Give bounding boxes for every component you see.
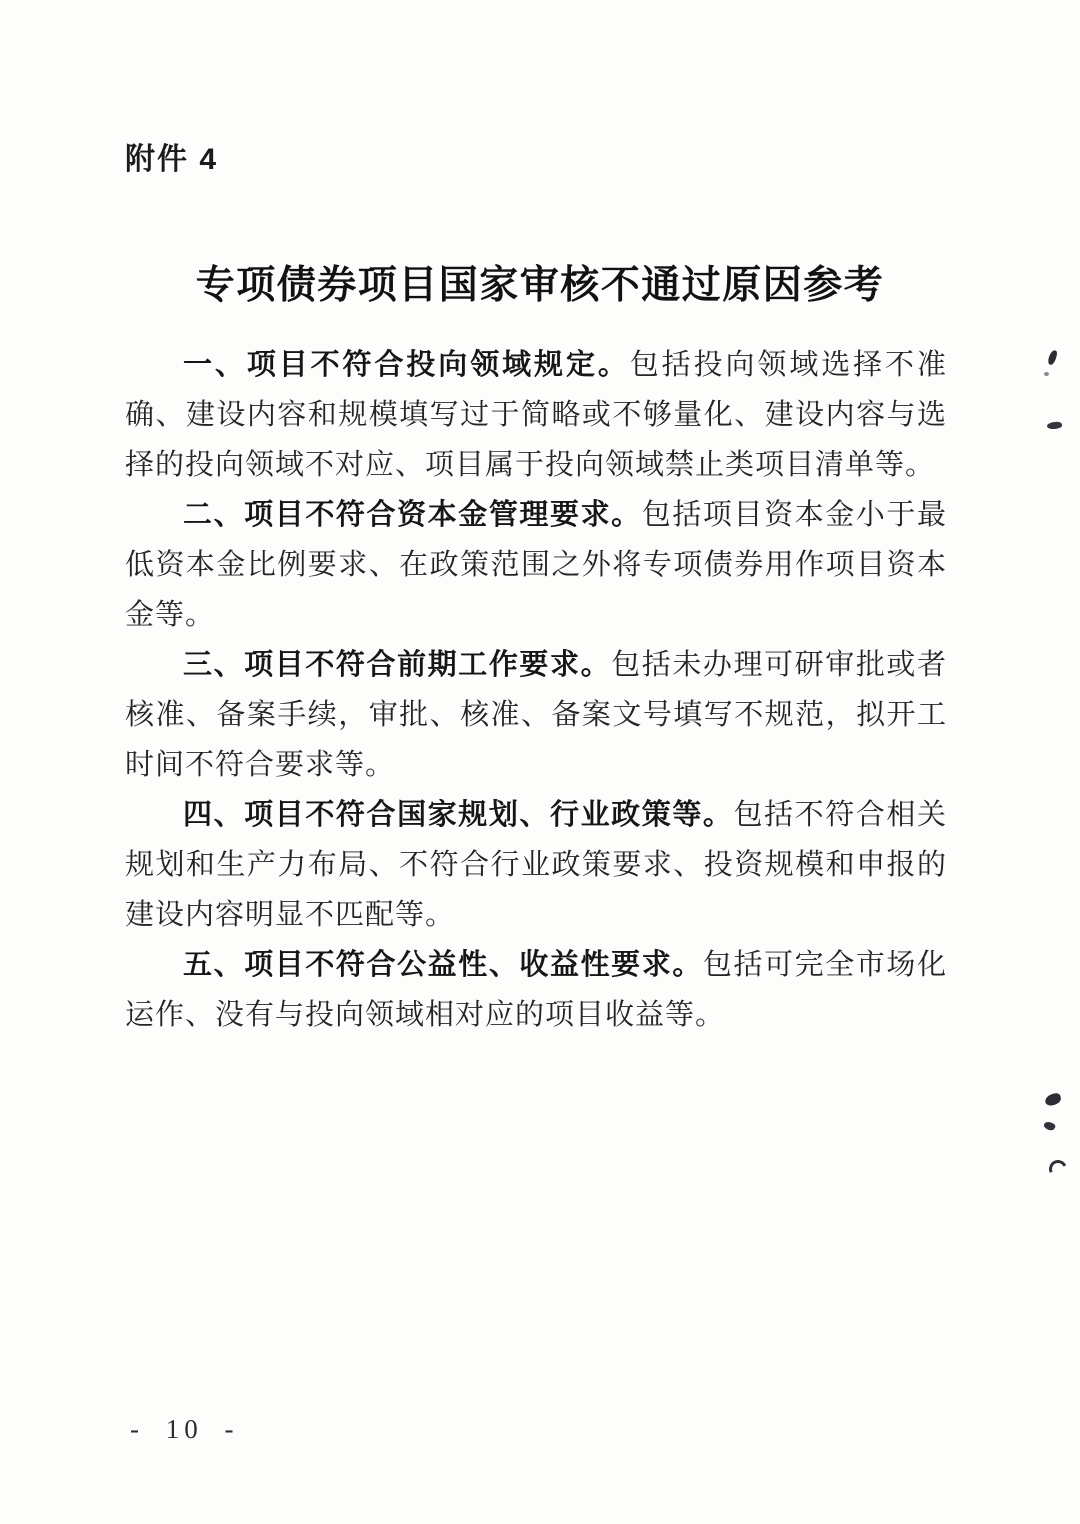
- paragraph-1-body: 包括投向领域选择不准确、建设内容和规模填写过于简略或不够量化、建设内容与选择的投向领域不对应、项目属于投向领域禁止类项目清单等。: [125, 349, 947, 481]
- page-number: - 10 -: [130, 1414, 239, 1444]
- ink-speck: [1044, 1092, 1062, 1107]
- paragraph-2: [125, 490, 947, 640]
- paragraph-4-body: 包括不符合相关规划和生产力布局、不符合行业政策要求、投资规模和申报的建设内容明显不匹配等。: [125, 799, 947, 931]
- paragraph-4: [125, 790, 947, 940]
- attachment-label: 附件 4: [125, 143, 219, 176]
- paragraph-3-body: 包括未办理可研审批或者核准、备案手续，审批、核准、备案文号填写不规范，拟开工时间不符合要求等。: [125, 649, 947, 781]
- paragraph-3-heading: 三、项目不符合前期工作要求。: [183, 649, 612, 681]
- paragraph-3: [125, 640, 947, 790]
- paragraph-4-heading: 四、项目不符合国家规划、行业政策等。: [183, 799, 734, 831]
- paragraph-2-body: 包括项目资本金小于最低资本金比例要求、在政策范围之外将专项债券用作项目资本金等。: [125, 499, 947, 631]
- paragraph-5-heading: 五、项目不符合公益性、收益性要求。: [183, 949, 703, 981]
- ink-speck: [1043, 1120, 1057, 1133]
- paragraph-1: [125, 340, 947, 490]
- ink-speck: [1047, 421, 1063, 430]
- paragraph-1-heading: 一、项目不符合投向领域规定。: [183, 349, 630, 381]
- document-body: [125, 340, 947, 1040]
- document-title: 专项债券项目国家审核不通过原因参考: [195, 264, 885, 308]
- ink-speck: [1044, 372, 1049, 376]
- ink-speck: [1047, 349, 1058, 365]
- paragraph-5: [125, 940, 947, 1040]
- paragraph-5-body: 包括可完全市场化运作、没有与投向领域相对应的项目收益等。: [125, 949, 947, 1031]
- ink-speck: [1046, 1157, 1069, 1180]
- paragraph-2-heading: 二、项目不符合资本金管理要求。: [183, 499, 642, 531]
